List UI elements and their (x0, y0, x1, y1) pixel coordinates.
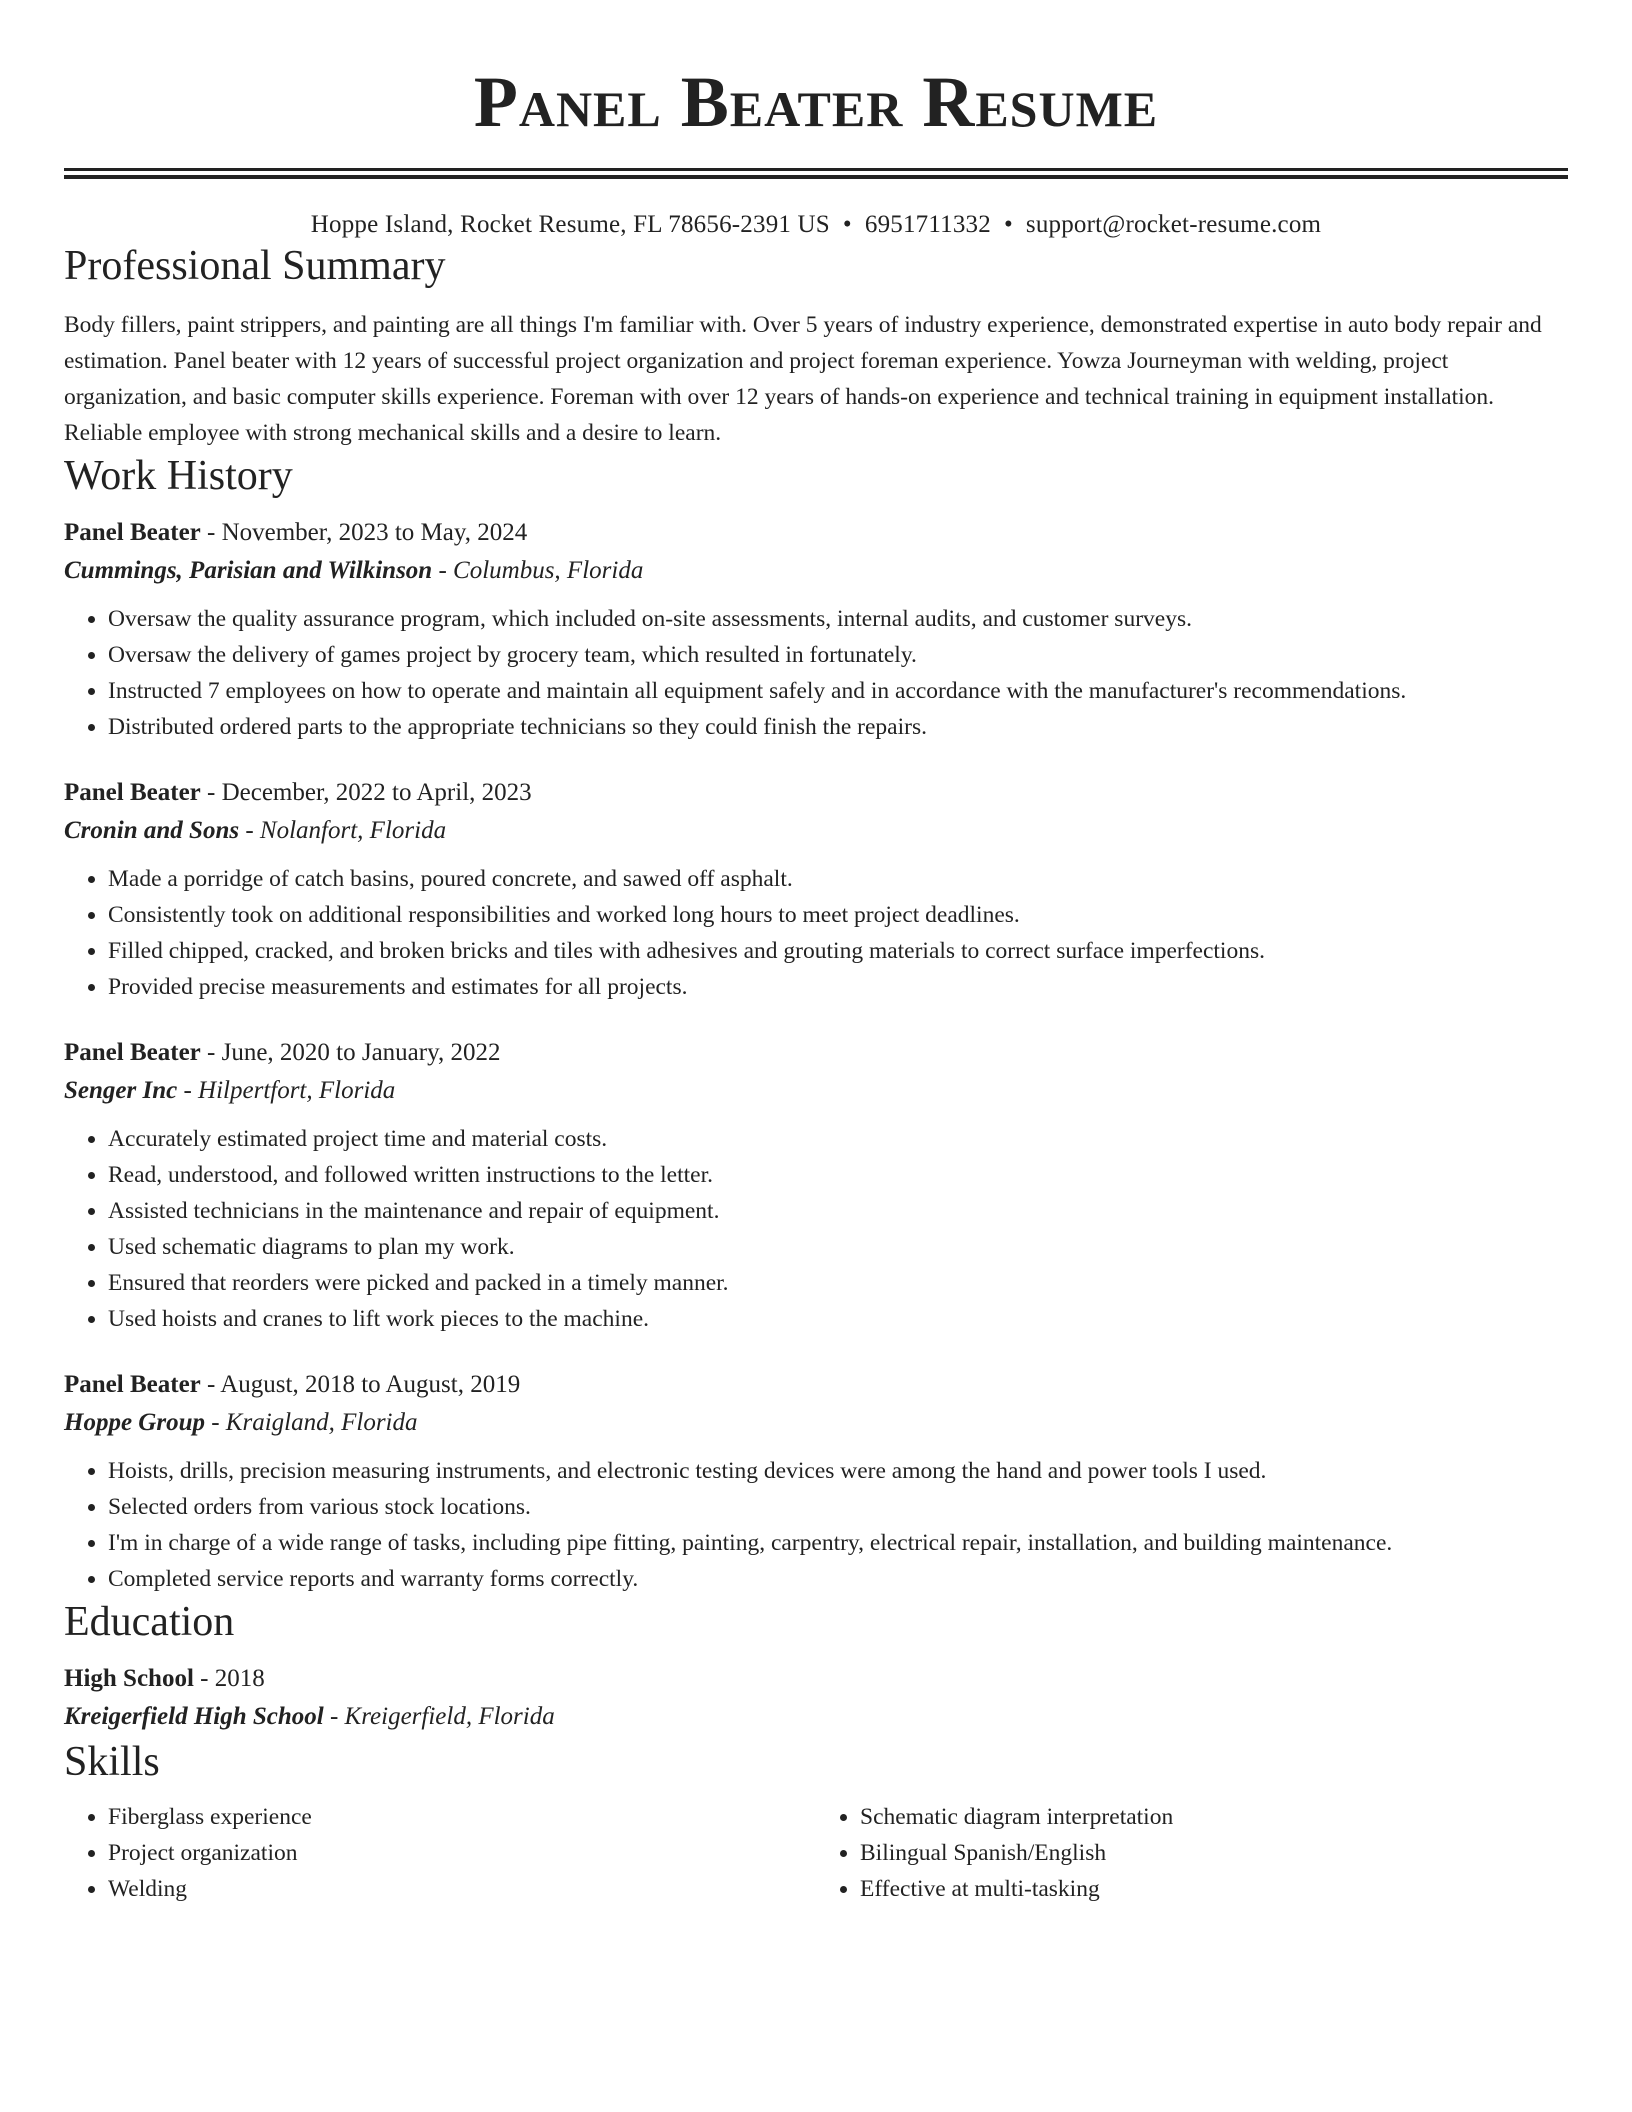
job-location: - Hilpertfort, Florida (177, 1077, 396, 1104)
job-entry (64, 515, 1568, 745)
job-entry (64, 1035, 1568, 1337)
job-company: Cronin and Sons (64, 817, 240, 844)
list-item: • Consistently took on additional responsibilities and worked long hours to meet project deadlines. (108, 897, 1568, 933)
education-entry (64, 1661, 1568, 1737)
job-role: Panel Beater (64, 779, 201, 806)
list-item: • Used schematic diagrams to plan my work. (108, 1229, 1568, 1265)
list-item: • I'm in charge of a wide range of tasks, including pipe fitting, painting, carpentry, electrical repair, installation, and building maintenance. (108, 1525, 1568, 1561)
education-location: - Kreigerfield, Florida (323, 1703, 555, 1730)
job-role: Panel Beater (64, 1371, 201, 1398)
contact-address: Hoppe Island, Rocket Resume, FL 78656-2391 US (310, 211, 830, 238)
summary-text: Body fillers, paint strippers, and painting are all things I'm familiar with. Over 5 years of industry experience, demonstrated expertise in auto body repair and estimation. Panel beater with 12 years of successful project organization and project foreman experience. Yowza Journeyman with welding, project organization, and basic computer skills experience. Foreman with over 12 years of hands-on experience and technical training in equipment installation. Reliable employee with strong mechanical skills and a desire to learn. (64, 312, 1542, 446)
job-bullets (64, 861, 1568, 1005)
job-location: - Columbus, Florida (432, 557, 644, 584)
job-company: Hoppe Group (64, 1409, 205, 1436)
skills-column-left (64, 1799, 816, 1907)
job-dates: - August, 2018 to August, 2019 (200, 1371, 521, 1398)
job-location: - Kraigland, Florida (204, 1409, 418, 1436)
summary-heading: Professional Summary (64, 243, 446, 289)
skills-column-right (816, 1799, 1568, 1907)
list-item: • Oversaw the delivery of games project by grocery team, which resulted in fortunately. (108, 637, 1568, 673)
skill-item: • Fiberglass experience (108, 1799, 816, 1835)
list-item: • Oversaw the quality assurance program, which included on-site assessments, internal audits, and customer surveys. (108, 601, 1568, 637)
education-degree: High School (64, 1665, 194, 1692)
education-degree-line (64, 1661, 1568, 1697)
contact-email: support@rocket-resume.com (1025, 211, 1322, 238)
list-item: • Distributed ordered parts to the appropriate technicians so they could finish the repairs. (108, 709, 1568, 745)
skill-item: • Effective at multi-tasking (860, 1871, 1568, 1907)
education-school-line (64, 1697, 1568, 1737)
job-company-line (64, 811, 1568, 851)
contact-separator: • (842, 211, 852, 238)
skill-item: • Welding (108, 1871, 816, 1907)
job-company: Cummings, Parisian and Wilkinson (64, 557, 433, 584)
job-company-line (64, 1403, 1568, 1443)
skills-heading: Skills (64, 1739, 160, 1785)
job-role: Panel Beater (64, 519, 201, 546)
contact-separator: • (1003, 211, 1013, 238)
job-title-line (64, 1367, 1568, 1403)
list-item: • Assisted technicians in the maintenance and repair of equipment. (108, 1193, 1568, 1229)
list-item: • Completed service reports and warranty forms correctly. (108, 1561, 1568, 1597)
skill-item: • Bilingual Spanish/English (860, 1835, 1568, 1871)
job-location: - Nolanfort, Florida (239, 817, 447, 844)
job-entry (64, 1367, 1568, 1597)
job-company: Senger Inc (64, 1077, 178, 1104)
skill-item: • Project organization (108, 1835, 816, 1871)
job-dates: - November, 2023 to May, 2024 (200, 519, 528, 546)
job-company-line (64, 551, 1568, 591)
education-school: Kreigerfield High School (64, 1703, 324, 1730)
job-role: Panel Beater (64, 1039, 201, 1066)
job-company-line (64, 1071, 1568, 1111)
education-heading: Education (64, 1599, 235, 1645)
list-item: • Accurately estimated project time and material costs. (108, 1121, 1568, 1157)
list-item: • Hoists, drills, precision measuring instruments, and electronic testing devices were among the hand and power tools I used. (108, 1453, 1568, 1489)
page-title: Panel Beater Resume (473, 62, 1159, 142)
job-title-line (64, 775, 1568, 811)
contact-line (64, 209, 1568, 241)
job-title-line (64, 1035, 1568, 1071)
skill-item: • Schematic diagram interpretation (860, 1799, 1568, 1835)
job-bullets (64, 1121, 1568, 1337)
work-history-heading: Work History (64, 453, 293, 499)
education-year: - 2018 (193, 1665, 265, 1692)
list-item: • Ensured that reorders were picked and packed in a timely manner. (108, 1265, 1568, 1301)
list-item: • Provided precise measurements and estimates for all projects. (108, 969, 1568, 1005)
list-item: • Selected orders from various stock locations. (108, 1489, 1568, 1525)
job-bullets (64, 1453, 1568, 1597)
list-item: • Made a porridge of catch basins, poured concrete, and sawed off asphalt. (108, 861, 1568, 897)
list-item: • Filled chipped, cracked, and broken bricks and tiles with adhesives and grouting materials to correct surface imperfections. (108, 933, 1568, 969)
job-title-line (64, 515, 1568, 551)
job-dates: - June, 2020 to January, 2022 (200, 1039, 501, 1066)
list-item: • Read, understood, and followed written instructions to the letter. (108, 1157, 1568, 1193)
skills-list (64, 1799, 1568, 1907)
contact-phone: 6951711332 (864, 211, 991, 238)
list-item: • Instructed 7 employees on how to operate and maintain all equipment safely and in accordance with the manufacturer's recommendations. (108, 673, 1568, 709)
job-dates: - December, 2022 to April, 2023 (200, 779, 532, 806)
job-bullets (64, 601, 1568, 745)
title-divider (64, 168, 1568, 179)
job-entry (64, 775, 1568, 1005)
list-item: • Used hoists and cranes to lift work pieces to the machine. (108, 1301, 1568, 1337)
